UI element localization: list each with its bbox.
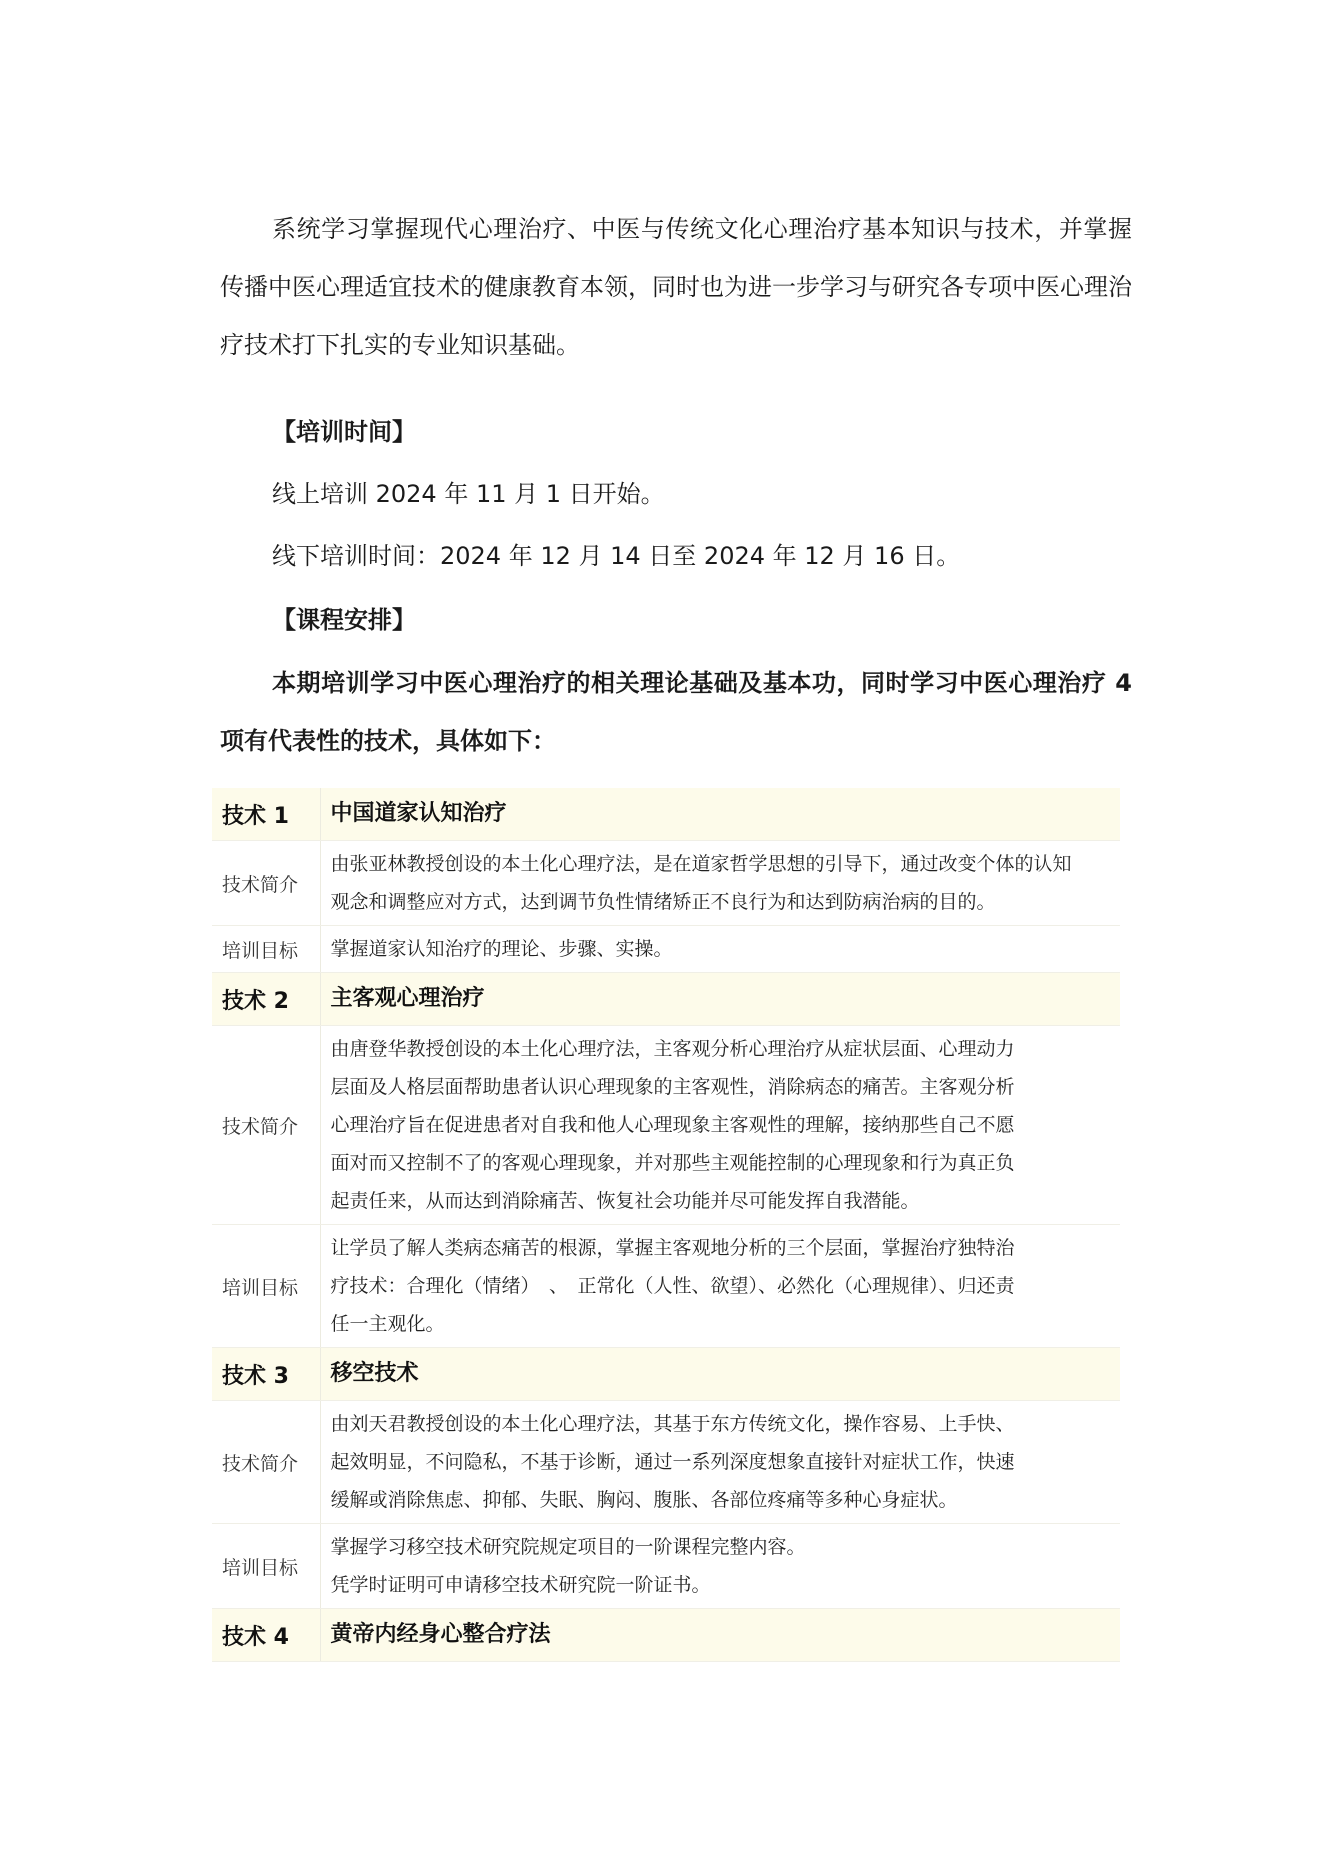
technique-goal-row-label: 培训目标 — [212, 926, 320, 973]
technique-goal-row-label: 培训目标 — [212, 1524, 320, 1609]
technique-intro-row-line: 观念和调整应对方式，达到调节负性情绪矫正不良行为和达到防病治病的目的。 — [330, 891, 996, 913]
technique-intro-row-line: 面对而又控制不了的客观心理现象，并对那些主观能控制的心理现象和行为真正负 — [330, 1152, 1015, 1174]
technique-intro-row — [212, 1026, 1120, 1225]
technique-intro-row-line: 心理治疗旨在促进患者对自我和他人心理现象主客观性的理解，接纳那些自己不愿 — [330, 1114, 1015, 1136]
technique-name: 中国道家认知治疗 — [320, 788, 1120, 841]
technique-number: 技术 4 — [212, 1609, 320, 1662]
techniques-table — [212, 788, 1120, 1662]
technique-goal-row — [212, 1524, 1120, 1609]
technique-intro-row-line: 由刘天君教授创设的本土化心理疗法，其基于东方传统文化，操作容易、上手快、 — [330, 1413, 1015, 1435]
technique-goal-row — [212, 1225, 1120, 1348]
technique-header-row — [212, 973, 1120, 1026]
technique-intro-row-label: 技术简介 — [212, 1026, 320, 1225]
technique-intro-row-line: 起责任来，从而达到消除痛苦、恢复社会功能并尽可能发挥自我潜能。 — [330, 1190, 920, 1212]
technique-goal-row — [212, 926, 1120, 973]
technique-number: 技术 3 — [212, 1348, 320, 1401]
technique-header-row — [212, 1348, 1120, 1401]
technique-goal-row-text — [320, 926, 1120, 973]
technique-intro-row-line: 缓解或消除焦虑、抑郁、失眠、胸闷、腹胀、各部位疼痛等多种心身症状。 — [330, 1489, 958, 1511]
technique-intro-row-line: 由张亚林教授创设的本土化心理疗法，是在道家哲学思想的引导下，通过改变个体的认知 — [330, 853, 1072, 875]
technique-intro-row-label: 技术简介 — [212, 1401, 320, 1524]
technique-goal-row-label: 培训目标 — [212, 1225, 320, 1348]
technique-intro-row-line: 由唐登华教授创设的本土化心理疗法，主客观分析心理治疗从症状层面、心理动力 — [330, 1038, 1015, 1060]
technique-name: 黄帝内经身心整合疗法 — [320, 1609, 1120, 1662]
technique-name: 主客观心理治疗 — [320, 973, 1120, 1026]
technique-number: 技术 1 — [212, 788, 320, 841]
technique-intro-row-text — [320, 841, 1120, 926]
technique-goal-row-line: 让学员了解人类病态痛苦的根源，掌握主客观地分析的三个层面，掌握治疗独特治 — [330, 1237, 1015, 1259]
technique-intro-row-text — [320, 1026, 1120, 1225]
technique-intro-row-line: 起效明显，不问隐私，不基于诊断，通过一系列深度想象直接针对症状工作，快速 — [330, 1451, 1015, 1473]
course-summary: 本期培训学习中医心理治疗的相关理论基础及基本功，同时学习中医心理治疗 4 项有代表性的技术，具体如下： — [220, 669, 1132, 755]
technique-header-row — [212, 1609, 1120, 1662]
technique-goal-row-line: 疗技术：合理化（情绪） 、 正常化（人性、欲望）、必然化（心理规律）、归还责 — [330, 1275, 1015, 1297]
technique-goal-row-text — [320, 1225, 1120, 1348]
course-heading: 【课程安排】 — [272, 606, 416, 634]
intro-paragraph: 系统学习掌握现代心理治疗、中医与传统文化心理治疗基本知识与技术，并掌握传播中医心理适宜技术的健康教育本领，同时也为进一步学习与研究各专项中医心理治疗技术打下扎实的专业知识基础。 — [220, 215, 1132, 359]
online-training-date: 线上培训 2024 年 11 月 1 日开始。 — [272, 480, 665, 508]
offline-training-date: 线下培训时间：2024 年 12 月 14 日至 2024 年 12 月 16 日。 — [272, 542, 961, 570]
technique-intro-row-text — [320, 1401, 1120, 1524]
technique-intro-row — [212, 841, 1120, 926]
technique-goal-row-line: 凭学时证明可申请移空技术研究院一阶证书。 — [330, 1574, 711, 1596]
training-time-heading: 【培训时间】 — [272, 418, 416, 446]
technique-goal-row-line: 掌握道家认知治疗的理论、步骤、实操。 — [330, 938, 673, 960]
technique-name: 移空技术 — [320, 1348, 1120, 1401]
technique-intro-row-line: 层面及人格层面帮助患者认识心理现象的主客观性，消除病态的痛苦。主客观分析 — [330, 1076, 1015, 1098]
technique-intro-row-label: 技术简介 — [212, 841, 320, 926]
technique-goal-row-text — [320, 1524, 1120, 1609]
technique-goal-row-line: 任一主观化。 — [330, 1313, 445, 1335]
technique-goal-row-line: 掌握学习移空技术研究院规定项目的一阶课程完整内容。 — [330, 1536, 806, 1558]
technique-number: 技术 2 — [212, 973, 320, 1026]
technique-header-row — [212, 788, 1120, 841]
technique-intro-row — [212, 1401, 1120, 1524]
